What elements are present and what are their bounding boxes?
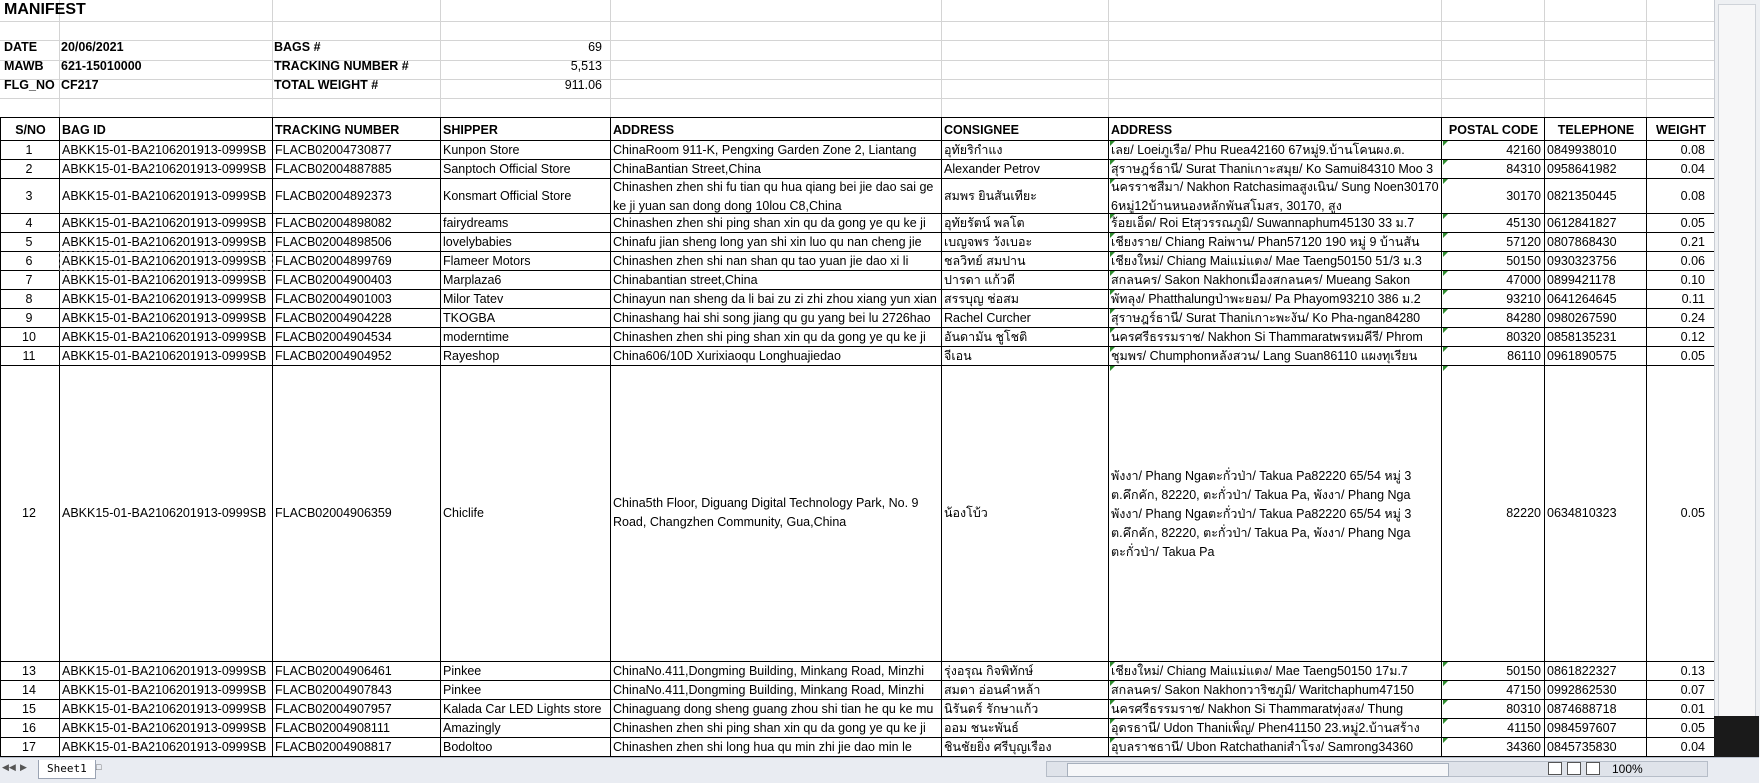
cell-consignee-address[interactable]: นครราชสีมา/ Nakhon Ratchasimaสูงเนิน/ Sung Noen30170 6หมู่12บ้านหนองหลักพันสโมสร, 30170, สูง — [1111, 179, 1439, 213]
cell-marker — [1443, 662, 1448, 667]
cell-consignee[interactable]: นิรันดร์ รักษาแก้ว — [944, 702, 1039, 716]
cell-tracking[interactable]: FLACB02004898082 — [275, 216, 392, 230]
table-border — [0, 737, 1714, 738]
cell-shipper[interactable]: TKOGBA — [443, 311, 496, 325]
cell-marker — [1110, 662, 1115, 667]
cell-consignee[interactable]: Alexander Petrov — [944, 162, 1040, 176]
cell-marker — [1110, 252, 1115, 257]
vertical-scrollbar[interactable] — [1714, 0, 1760, 757]
cell-consignee-address[interactable]: อุบลราชธานี/ Ubon Ratchathaniสำโรง/ Samrong34360 — [1111, 740, 1414, 754]
cell-telephone[interactable]: 0930323756 — [1547, 254, 1617, 268]
cell-consignee[interactable]: สมพร ยินสันเทียะ — [944, 188, 1037, 203]
column-header[interactable]: SHIPPER — [443, 123, 498, 137]
cell-weight[interactable]: 0.01 — [1680, 702, 1705, 716]
cell-consignee-address[interactable]: นครศรีธรรมราช/ Nakhon Si Thammaratพรหมคีรี/ Phrom — [1111, 330, 1423, 344]
cell-consignee-address[interactable]: อุดรธานี/ Udon Thaniเพ็ญ/ Phen41150 23.หมู่2.บ้านสร้าง — [1111, 721, 1420, 735]
cell-shipper[interactable]: Marplaza6 — [443, 273, 502, 287]
table-border — [0, 327, 1714, 328]
cell-consignee[interactable]: น้องโบ้ว — [944, 506, 988, 520]
cell-address[interactable]: ChinaNo.411,Dongming Building, Minkang Road, Minzhi — [613, 683, 925, 697]
cell-address[interactable]: China5th Floor, Diguang Digital Technology Park, No. 9 Road, Changzhen Community, Gua,China — [613, 496, 919, 529]
column-header[interactable]: POSTAL CODE — [1448, 123, 1539, 137]
cell-telephone[interactable]: 0821350445 — [1547, 188, 1617, 203]
cell-bag-id[interactable]: ABKK15-01-BA2106201913-0999SB — [62, 273, 267, 287]
cell-bag-id[interactable]: ABKK15-01-BA2106201913-0999SB — [62, 254, 267, 268]
cell-sno[interactable]: 16 — [22, 721, 36, 735]
cell-marker — [1110, 290, 1115, 295]
tracking-label: TRACKING NUMBER # — [274, 59, 409, 73]
cell-shipper[interactable]: lovelybabies — [443, 235, 512, 249]
weight-label: TOTAL WEIGHT # — [274, 78, 379, 92]
cell-telephone[interactable]: 0849938010 — [1547, 143, 1617, 157]
column-header[interactable]: TRACKING NUMBER — [275, 123, 400, 137]
cell-address[interactable]: Chinabantian street,China — [613, 273, 758, 287]
cell-weight[interactable]: 0.08 — [1680, 143, 1705, 157]
cell-address[interactable]: Chinashen zhen shi nan shan qu tao yuan jie dao xi li — [613, 254, 909, 268]
table-border — [0, 159, 1714, 160]
cell-tracking[interactable]: FLACB02004904534 — [275, 330, 392, 344]
cell-telephone[interactable]: 0612841827 — [1547, 216, 1617, 230]
column-header[interactable]: ADDRESS — [613, 123, 675, 137]
cell-consignee-address[interactable]: พังงา/ Phang Ngaตะกั่วป่า/ Takua Pa82220 65/54 หมู่ 3 ต.คึกคัก, 82220, ตะกั่วป่า/ Takua Pa, พังงา/ Phang Nga พังงา/ Phang Ngaตะกั่วป่า/ Takua Pa82220 65/54 หมู่ 3 ต.คึกคัก, 82220, ตะกั่วป่า/ Takua Pa, พังงา/ Phang Nga ตะกั่วป่า/ Takua Pa — [1111, 469, 1412, 559]
horizontal-scroll-thumb[interactable] — [1067, 763, 1449, 777]
cell-marker — [1443, 271, 1448, 276]
cell-bag-id[interactable]: ABKK15-01-BA2106201913-0999SB — [62, 330, 267, 344]
column-header[interactable]: CONSIGNEE — [944, 123, 1020, 137]
cell-sno[interactable]: 2 — [25, 162, 33, 176]
cell-bag-id[interactable]: ABKK15-01-BA2106201913-0999SB — [62, 721, 267, 735]
cell-weight[interactable]: 0.05 — [1680, 216, 1705, 230]
next-sheet-icon[interactable]: ▶ — [20, 762, 27, 772]
cell-shipper[interactable]: Sanptoch Official Store — [443, 162, 571, 176]
gridline — [0, 98, 1759, 99]
cell-weight[interactable]: 0.05 — [1680, 506, 1705, 520]
cell-consignee[interactable]: ชินชัยยิ่ง ศรีบุญเรือง — [944, 740, 1052, 754]
cell-telephone[interactable]: 0807868430 — [1547, 235, 1617, 249]
cell-consignee[interactable]: ปารดา แก้วดี — [944, 273, 1016, 287]
cell-tracking[interactable]: FLACB02004908111 — [275, 721, 390, 735]
table-border — [0, 718, 1714, 719]
cell-sno[interactable]: 17 — [22, 740, 36, 754]
cell-tracking[interactable]: FLACB02004906359 — [275, 506, 392, 520]
cell-shipper[interactable]: Rayeshop — [443, 349, 500, 363]
cell-marker — [1443, 700, 1448, 705]
cell-sno[interactable]: 12 — [22, 506, 36, 520]
cell-weight[interactable]: 0.07 — [1680, 683, 1705, 697]
cell-consignee-address[interactable]: สุราษฎร์ธานี/ Surat Thaniเกาะพะงัน/ Ko Pha-ngan84280 — [1111, 311, 1421, 325]
cell-weight[interactable]: 0.21 — [1680, 235, 1705, 249]
cell-consignee-address[interactable]: สกลนคร/ Sakon Nakhonเมืองสกลนคร/ Mueang Sakon — [1111, 273, 1411, 287]
table-border — [0, 140, 1714, 141]
gridline — [0, 60, 1759, 61]
cell-marker — [1110, 347, 1115, 352]
cell-consignee-address[interactable]: เลย/ Loeiภูเรือ/ Phu Ruea42160 67หมู่9.บ้านโคนผง.ต. — [1111, 143, 1405, 157]
column-header[interactable]: S/NO — [15, 123, 46, 137]
cell-consignee-address[interactable]: เชียงใหม่/ Chiang Maiแม่แตง/ Mae Taeng50150 17ม.7 — [1111, 664, 1408, 678]
cell-consignee[interactable]: รุ่งอรุณ กิจพิทักษ์ — [944, 664, 1034, 678]
bags-value: 69 — [588, 40, 602, 54]
cell-sno[interactable]: 14 — [22, 683, 36, 697]
cell-postal-code[interactable]: 41150 — [1507, 721, 1541, 735]
cell-telephone[interactable]: 0984597607 — [1547, 721, 1617, 735]
cell-marker — [1110, 179, 1115, 184]
cell-address[interactable]: ChinaBantian Street,China — [613, 162, 762, 176]
cell-postal-code[interactable]: 50150 — [1506, 664, 1541, 678]
table-border — [0, 661, 1714, 662]
page-title: MANIFEST — [4, 1, 86, 18]
cell-bag-id[interactable]: ABKK15-01-BA2106201913-0999SB — [62, 188, 267, 203]
cell-tracking[interactable]: FLACB02004730877 — [275, 143, 392, 157]
cell-weight[interactable]: 0.12 — [1680, 330, 1705, 344]
weight-value: 911.06 — [564, 78, 602, 92]
cell-marker — [1110, 141, 1115, 146]
cell-shipper[interactable]: Kunpon Store — [443, 143, 520, 157]
bags-label: BAGS # — [274, 40, 321, 54]
page-break-icon[interactable] — [1586, 762, 1600, 775]
cell-consignee[interactable]: Rachel Curcher — [944, 311, 1031, 325]
table-border — [59, 117, 60, 756]
cell-weight[interactable]: 0.24 — [1680, 311, 1705, 325]
cell-shipper[interactable]: Bodoltoo — [443, 740, 493, 754]
cell-telephone[interactable]: 0992862530 — [1547, 683, 1617, 697]
cell-bag-id[interactable]: ABKK15-01-BA2106201913-0999SB — [62, 143, 267, 157]
cell-shipper[interactable]: Kalada Car LED Lights store — [443, 702, 602, 716]
gridline — [0, 79, 1759, 80]
cell-sno[interactable]: 8 — [25, 292, 33, 306]
cell-marker — [1443, 179, 1448, 184]
table-border — [610, 117, 611, 756]
cell-consignee[interactable]: ออม ชนะพันธ์ — [944, 721, 1019, 735]
normal-view-icon[interactable] — [1548, 762, 1562, 775]
cell-address[interactable]: Chinashen zhen shi fu tian qu hua qiang bei jie dao sai ge ke ji yuan san dong dong 10lou C8,China — [613, 179, 934, 213]
cell-telephone[interactable]: 0858135231 — [1547, 330, 1617, 344]
date-value: 20/06/2021 — [61, 40, 124, 54]
cell-tracking[interactable]: FLACB02004904228 — [275, 311, 392, 325]
cell-consignee[interactable]: ชลวิทย์ สมปาน — [944, 254, 1026, 268]
cell-address[interactable]: ChinaRoom 911-K, Pengxing Garden Zone 2, Liantang — [613, 143, 917, 157]
cell-consignee-address[interactable]: ชุมพร/ Chumphonหลังสวน/ Lang Suan86110 แผงทุเรียน — [1111, 349, 1418, 363]
cell-postal-code[interactable]: 84280 — [1506, 311, 1541, 325]
table-border — [0, 117, 1714, 118]
cell-weight[interactable]: 0.05 — [1680, 721, 1705, 735]
cell-telephone[interactable]: 0980267590 — [1547, 311, 1617, 325]
cell-address[interactable]: Chinafu jian sheng long yan shi xin luo qu nan cheng jie — [613, 235, 922, 249]
cell-shipper[interactable]: Pinkee — [443, 664, 482, 678]
table-border — [1441, 117, 1442, 756]
cell-shipper[interactable]: Flameer Motors — [443, 254, 531, 268]
new-sheet-icon[interactable]: □ — [96, 762, 102, 772]
cell-tracking[interactable]: FLACB02004900403 — [275, 273, 392, 287]
cell-marker — [1110, 719, 1115, 724]
cell-sno[interactable]: 1 — [25, 143, 33, 157]
scroll-corner — [1714, 716, 1759, 757]
cell-consignee[interactable]: จีเอน — [944, 349, 972, 363]
cell-sno[interactable]: 7 — [25, 273, 33, 287]
cell-tracking[interactable]: FLACB02004907957 — [275, 702, 392, 716]
cell-postal-code[interactable]: 50150 — [1506, 254, 1541, 268]
table-border — [0, 699, 1714, 700]
cell-bag-id[interactable]: ABKK15-01-BA2106201913-0999SB — [62, 235, 267, 249]
cell-marker — [1110, 681, 1115, 686]
column-header[interactable]: ADDRESS — [1111, 123, 1173, 137]
cell-address[interactable]: ChinaNo.411,Dongming Building, Minkang Road, Minzhi — [613, 664, 925, 678]
cell-postal-code[interactable]: 57120 — [1506, 235, 1541, 249]
mawb-label: MAWB — [4, 59, 44, 73]
cell-marker — [1443, 328, 1448, 333]
cell-tracking[interactable]: FLACB02004898506 — [275, 235, 392, 249]
cell-telephone[interactable]: 0641264645 — [1547, 292, 1617, 306]
table-border — [0, 178, 1714, 179]
flg-value: CF217 — [61, 78, 99, 92]
cell-sno[interactable]: 6 — [25, 254, 33, 268]
cell-weight[interactable]: 0.05 — [1680, 349, 1705, 363]
cell-marker — [1443, 233, 1448, 238]
cell-tracking[interactable]: FLACB02004899769 — [275, 254, 392, 268]
cell-address[interactable]: Chinayun nan sheng da li bai zu zi zhi zhou xiang yun xian — [613, 292, 937, 306]
cell-bag-id[interactable]: ABKK15-01-BA2106201913-0999SB — [62, 664, 267, 678]
table-border — [440, 117, 441, 756]
cell-sno[interactable]: 3 — [25, 188, 33, 203]
cell-tracking[interactable]: FLACB02004904952 — [275, 349, 392, 363]
cell-consignee-address[interactable]: ร้อยเอ็ด/ Roi Etสุวรรณภูมิ/ Suwannaphum45130 33 ม.7 — [1111, 216, 1415, 230]
cell-tracking[interactable]: FLACB02004906461 — [275, 664, 392, 678]
sheet-tab[interactable]: Sheet1 — [38, 760, 96, 779]
cell-bag-id[interactable]: ABKK15-01-BA2106201913-0999SB — [62, 216, 267, 230]
cell-address[interactable]: Chinashen zhen shi ping shan xin qu da gong ye qu ke ji — [613, 330, 926, 344]
first-sheet-icon[interactable]: ◀◀ — [2, 762, 16, 772]
cell-postal-code[interactable]: 80320 — [1506, 330, 1541, 344]
gridline — [0, 21, 1759, 22]
table-border — [1544, 117, 1545, 756]
table-border — [0, 213, 1714, 214]
gridline — [0, 40, 1759, 41]
cell-bag-id[interactable]: ABKK15-01-BA2106201913-0999SB — [62, 506, 267, 520]
cell-shipper[interactable]: Amazingly — [443, 721, 501, 735]
status-bar — [0, 757, 1759, 783]
cell-address[interactable]: Chinashen zhen shi long hua qu min zhi jie dao min le — [613, 740, 912, 754]
cell-marker — [1110, 738, 1115, 743]
cell-postal-code[interactable]: 86110 — [1507, 349, 1541, 363]
cell-consignee-address[interactable]: พัทลุง/ Phatthalungป่าพะยอม/ Pa Phayom93210 386 ม.2 — [1111, 292, 1421, 306]
table-border — [0, 680, 1714, 681]
cell-bag-id[interactable]: ABKK15-01-BA2106201913-0999SB — [62, 683, 267, 697]
cell-postal-code[interactable]: 47000 — [1506, 273, 1541, 287]
cell-marker — [1110, 214, 1115, 219]
cell-consignee[interactable]: สรรบุญ ช่อสม — [944, 292, 1019, 306]
cell-bag-id[interactable]: ABKK15-01-BA2106201913-0999SB — [62, 162, 267, 176]
date-label: DATE — [4, 40, 38, 54]
cell-address[interactable]: Chinaguang dong sheng guang zhou shi tian he qu ke mu — [613, 702, 934, 716]
tracking-value: 5,513 — [570, 59, 602, 73]
selected-cell[interactable] — [59, 251, 273, 271]
cell-marker — [1110, 328, 1115, 333]
cell-weight[interactable]: 0.06 — [1680, 254, 1705, 268]
cell-marker — [1110, 160, 1115, 165]
horizontal-scrollbar[interactable] — [1046, 761, 1708, 777]
mawb-value: 621-15010000 — [61, 59, 142, 73]
cell-consignee[interactable]: สมดา อ่อนคำหล้า — [944, 683, 1041, 697]
table-border — [0, 289, 1714, 290]
cell-marker — [1110, 233, 1115, 238]
cell-consignee-address[interactable]: สกลนคร/ Sakon Nakhonวาริชภูมิ/ Waritchaphum47150 — [1111, 683, 1414, 697]
cell-marker — [1110, 271, 1115, 276]
cell-postal-code[interactable]: 80310 — [1506, 702, 1541, 716]
cell-shipper[interactable]: fairydreams — [443, 216, 509, 230]
table-border — [0, 346, 1714, 347]
table-border — [0, 308, 1714, 309]
cell-weight[interactable]: 0.10 — [1680, 273, 1705, 287]
cell-shipper[interactable]: Milor Tatev — [443, 292, 504, 306]
cell-postal-code[interactable]: 30170 — [1506, 188, 1541, 203]
cell-shipper[interactable]: Pinkee — [443, 683, 482, 697]
cell-telephone[interactable]: 0861822327 — [1547, 664, 1617, 678]
cell-bag-id[interactable]: ABKK15-01-BA2106201913-0999SB — [62, 349, 267, 363]
cell-marker — [1443, 290, 1448, 295]
cell-sno[interactable]: 11 — [22, 349, 36, 363]
cell-marker — [1110, 366, 1115, 371]
cell-weight[interactable]: 0.13 — [1680, 664, 1705, 678]
cell-marker — [1443, 214, 1448, 219]
cell-consignee[interactable]: อุทัยริกําแง — [944, 143, 1003, 157]
cell-tracking[interactable]: FLACB02004907843 — [275, 683, 392, 697]
cell-sno[interactable]: 5 — [25, 235, 33, 249]
cell-postal-code[interactable]: 34360 — [1506, 740, 1541, 754]
cell-marker — [1110, 700, 1115, 705]
cell-telephone[interactable]: 0958641982 — [1547, 162, 1617, 176]
cell-telephone[interactable]: 0874688718 — [1547, 702, 1617, 716]
cell-postal-code[interactable]: 84310 — [1506, 162, 1541, 176]
cell-shipper[interactable]: moderntime — [443, 330, 509, 344]
cell-marker — [1443, 719, 1448, 724]
cell-shipper[interactable]: Chiclife — [443, 506, 484, 520]
cell-sno[interactable]: 4 — [25, 216, 33, 230]
zoom-level[interactable]: 100% — [1612, 762, 1643, 776]
cell-marker — [1110, 309, 1115, 314]
cell-telephone[interactable]: 0845735830 — [1547, 740, 1617, 754]
cell-sno[interactable]: 9 — [25, 311, 33, 325]
table-border — [1108, 117, 1109, 756]
cell-postal-code[interactable]: 93210 — [1506, 292, 1541, 306]
cell-marker — [1443, 347, 1448, 352]
cell-sno[interactable]: 15 — [22, 702, 36, 716]
cell-consignee-address[interactable]: เชียงราย/ Chiang Raiพาน/ Phan57120 190 หมู่ 9 บ้านสัน — [1111, 235, 1420, 249]
cell-marker — [1443, 141, 1448, 146]
cell-sno[interactable]: 10 — [22, 330, 36, 344]
cell-bag-id[interactable]: ABKK15-01-BA2106201913-0999SB — [62, 311, 267, 325]
cell-shipper[interactable]: Konsmart Official Store — [443, 188, 572, 203]
cell-telephone[interactable]: 0899421178 — [1547, 273, 1616, 287]
cell-consignee-address[interactable]: เชียงใหม่/ Chiang Maiแม่แตง/ Mae Taeng50150 51/3 ม.3 — [1111, 254, 1422, 268]
cell-address[interactable]: Chinashen zhen shi ping shan xin qu da gong ye qu ke ji — [613, 721, 926, 735]
cell-tracking[interactable]: FLACB02004901003 — [275, 292, 392, 306]
table-border — [0, 117, 1, 756]
cell-bag-id[interactable]: ABKK15-01-BA2106201913-0999SB — [62, 740, 267, 754]
column-header[interactable]: TELEPHONE — [1557, 123, 1635, 137]
cell-marker — [1443, 366, 1448, 371]
cell-marker — [1443, 738, 1448, 743]
cell-tracking[interactable]: FLACB02004892373 — [275, 188, 392, 203]
column-header[interactable]: BAG ID — [62, 123, 106, 137]
cell-consignee-address[interactable]: นครศรีธรรมราช/ Nakhon Si Thammaratทุ่งสง/ Thung — [1111, 702, 1404, 716]
cell-postal-code[interactable]: 82220 — [1506, 506, 1541, 520]
cell-consignee[interactable]: อันดามัน ชูโชติ — [944, 330, 1028, 344]
cell-weight[interactable]: 0.04 — [1680, 162, 1705, 176]
cell-postal-code[interactable]: 47150 — [1506, 683, 1541, 697]
table-border — [941, 117, 942, 756]
cell-telephone[interactable]: 0961890575 — [1547, 349, 1617, 363]
table-border — [272, 117, 273, 756]
cell-address[interactable]: Chinashen zhen shi ping shan xin qu da gong ye qu ke ji — [613, 216, 926, 230]
cell-marker — [1443, 309, 1448, 314]
cell-weight[interactable]: 0.11 — [1681, 292, 1705, 306]
cell-address[interactable]: China606/10D Xurixiaoqu Longhuajiedao — [613, 349, 841, 363]
cell-consignee-address[interactable]: สุราษฎร์ธานี/ Surat Thaniเกาะสมุย/ Ko Samui84310 Moo 3 — [1111, 162, 1434, 176]
cell-marker — [1443, 252, 1448, 257]
cell-tracking[interactable]: FLACB02004887885 — [275, 162, 392, 176]
table-border — [1646, 117, 1647, 756]
page-layout-icon[interactable] — [1567, 762, 1581, 775]
cell-consignee[interactable]: เบญจพร วังเบอะ — [944, 235, 1033, 249]
cell-postal-code[interactable]: 42160 — [1506, 143, 1541, 157]
table-border — [0, 365, 1714, 366]
cell-address[interactable]: Chinashang hai shi song jiang qu gu yang bei lu 2726hao — [613, 311, 931, 325]
flg-label: FLG_NO — [4, 78, 55, 92]
cell-marker — [1443, 160, 1448, 165]
vertical-scroll-thumb[interactable] — [1718, 4, 1756, 726]
cell-tracking[interactable]: FLACB02004908817 — [275, 740, 392, 754]
cell-weight[interactable]: 0.04 — [1680, 740, 1705, 754]
column-header[interactable]: WEIGHT — [1656, 123, 1706, 137]
cell-marker — [1443, 681, 1448, 686]
cell-telephone[interactable]: 0634810323 — [1547, 506, 1617, 520]
table-border — [0, 232, 1714, 233]
cell-postal-code[interactable]: 45130 — [1506, 216, 1541, 230]
cell-bag-id[interactable]: ABKK15-01-BA2106201913-0999SB — [62, 702, 267, 716]
cell-sno[interactable]: 13 — [22, 664, 36, 678]
cell-consignee[interactable]: อุทัยรัตน์ พลโต — [944, 216, 1025, 230]
cell-bag-id[interactable]: ABKK15-01-BA2106201913-0999SB — [62, 292, 267, 306]
cell-weight[interactable]: 0.08 — [1680, 188, 1705, 203]
